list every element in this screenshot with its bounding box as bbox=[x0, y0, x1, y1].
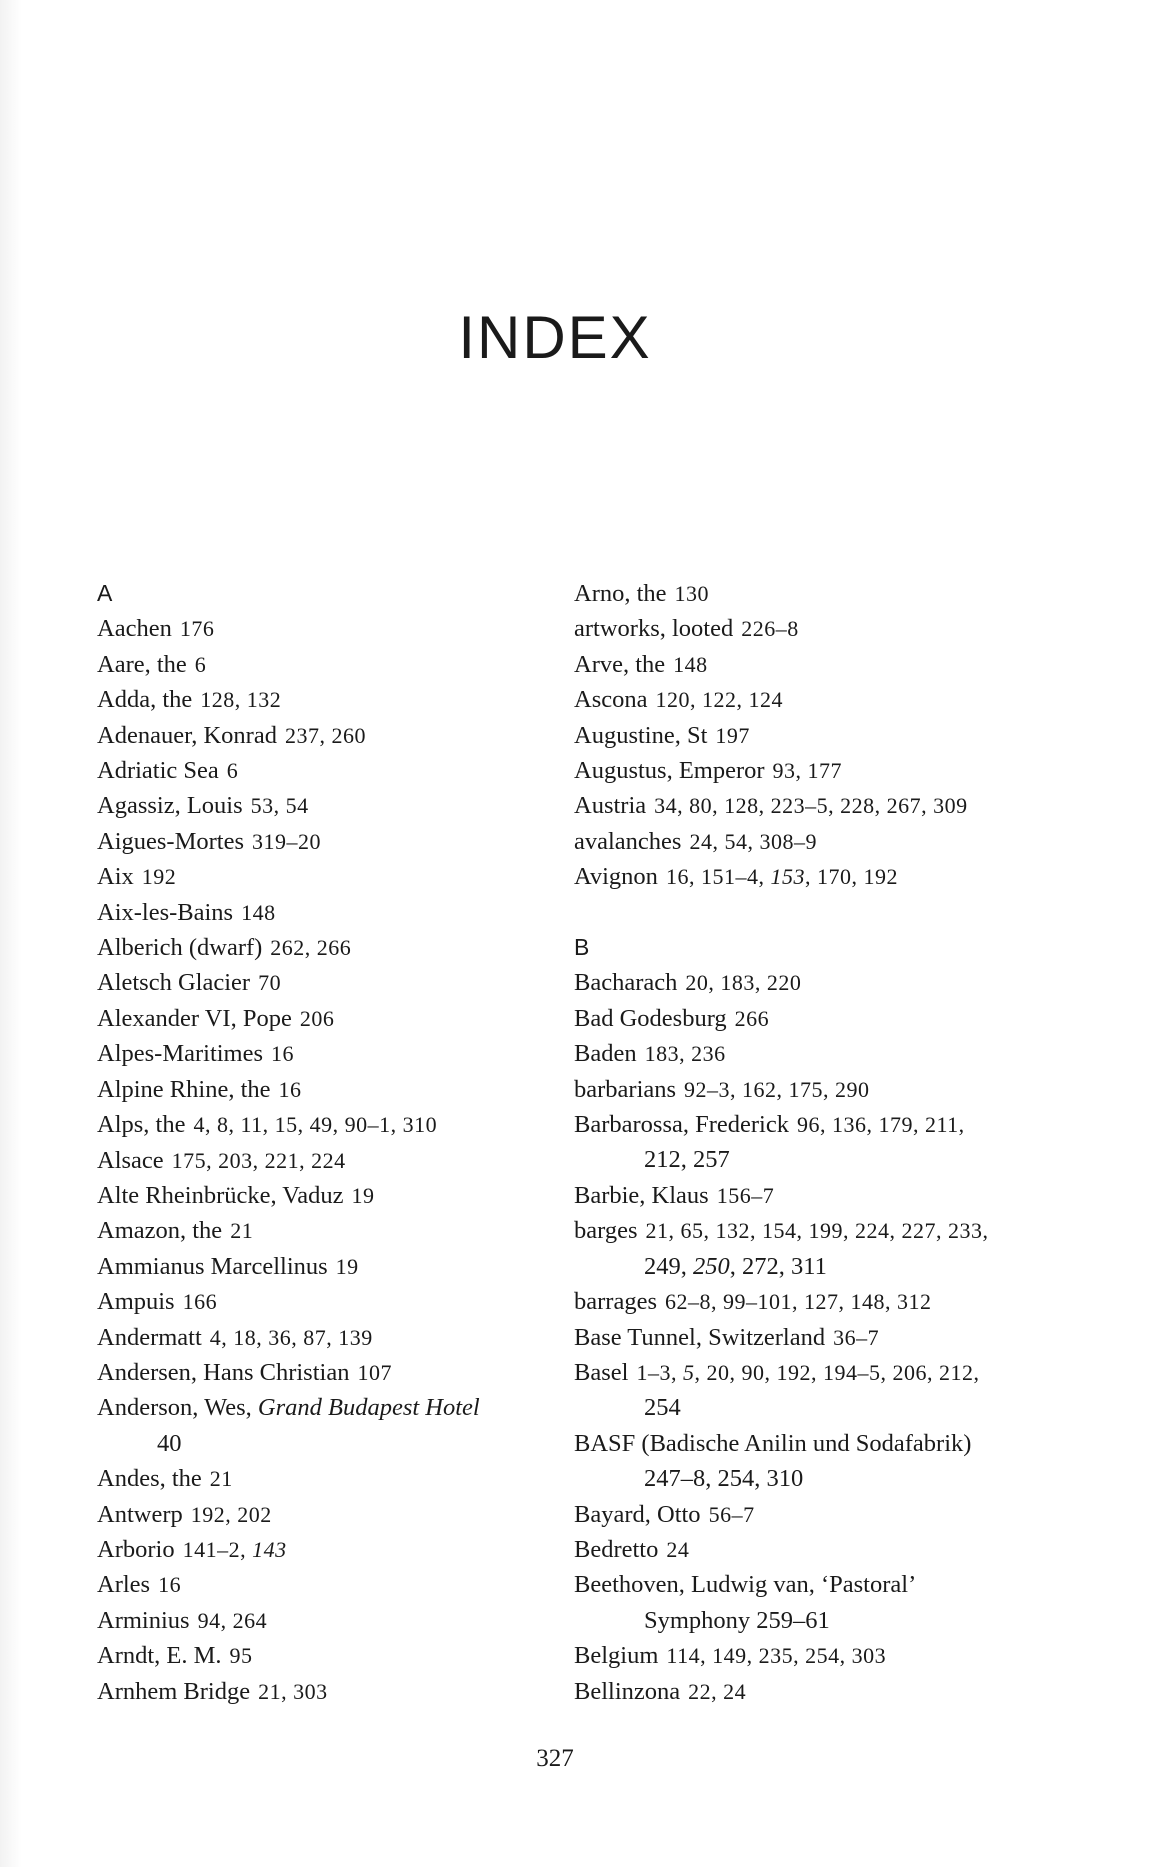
entry-term: Arndt, E. M. bbox=[97, 1642, 222, 1670]
entry-pages: 237, 260 bbox=[284, 722, 366, 748]
index-entry bbox=[574, 1567, 1014, 1638]
index-entry bbox=[574, 965, 1014, 1000]
index-entry bbox=[97, 788, 537, 823]
index-entry bbox=[97, 1213, 537, 1248]
entry-term: Barbie, Klaus bbox=[574, 1181, 709, 1209]
index-entry bbox=[574, 859, 1014, 894]
entry-pages: 130 bbox=[674, 581, 710, 606]
index-entry bbox=[97, 930, 537, 965]
entry-pages: 4, 18, 36, 87, 139 bbox=[209, 1324, 373, 1350]
index-entry bbox=[574, 1638, 1014, 1673]
entry-term: Bacharach bbox=[574, 969, 678, 997]
entry-term: BASF (Badische Anilin und Sodafabrik) bbox=[574, 1429, 972, 1457]
entry-pages-after: , 20, 90, 192, 194–5, 206, 212, bbox=[694, 1359, 980, 1385]
index-entry bbox=[97, 1072, 537, 1107]
index-entry bbox=[97, 1355, 537, 1390]
entry-term: Aix-les-Bains bbox=[97, 898, 234, 926]
entry-term: Austria bbox=[574, 792, 647, 820]
index-entry bbox=[574, 1036, 1014, 1071]
index-entry bbox=[97, 1497, 537, 1532]
section-spacer bbox=[574, 895, 1014, 930]
entry-continuation bbox=[574, 1603, 1014, 1638]
index-entry bbox=[574, 1320, 1014, 1355]
entry-pages: 94, 264 bbox=[197, 1607, 268, 1633]
entry-term: Bedretto bbox=[574, 1535, 659, 1563]
index-entry bbox=[574, 1497, 1014, 1532]
index-entry bbox=[97, 895, 537, 930]
index-entry bbox=[97, 1532, 537, 1567]
entry-term: artworks, looted bbox=[574, 615, 734, 643]
index-entry bbox=[97, 1107, 537, 1142]
entry-pages: 262, 266 bbox=[270, 935, 352, 961]
entry-term: Arborio bbox=[97, 1535, 175, 1563]
index-entry bbox=[97, 1143, 537, 1178]
entry-cont-text: , 272, 311 bbox=[729, 1252, 827, 1280]
index-entry bbox=[574, 753, 1014, 788]
entry-term: Anderson, Wes, bbox=[97, 1394, 252, 1422]
index-entry bbox=[97, 1638, 537, 1673]
index-entry bbox=[574, 1178, 1014, 1213]
entry-page-italic: 5 bbox=[682, 1359, 695, 1385]
entry-continuation bbox=[574, 1390, 1014, 1425]
index-column-left bbox=[97, 576, 537, 1709]
entry-title-italic: Grand Budapest Hotel bbox=[257, 1394, 480, 1422]
entry-term: Aletsch Glacier bbox=[97, 969, 251, 997]
index-entry bbox=[574, 1355, 1014, 1426]
entry-term: Alberich (dwarf) bbox=[97, 934, 263, 962]
entry-term: Aigues-Mortes bbox=[97, 827, 244, 855]
entry-term: Ammianus Marcellinus bbox=[97, 1252, 328, 1280]
entry-term: Baden bbox=[574, 1040, 637, 1068]
entry-pages: 1–3, 5, 20, 90, 192, 194–5, 206, 212, bbox=[636, 1359, 980, 1385]
entry-term: Aare, the bbox=[97, 650, 187, 678]
index-entry bbox=[574, 1674, 1014, 1709]
index-entry bbox=[97, 718, 537, 753]
entry-pages: 197 bbox=[715, 722, 750, 748]
index-entry bbox=[97, 647, 537, 682]
entry-term: avalanches bbox=[574, 827, 682, 855]
index-entry bbox=[574, 1426, 1014, 1497]
index-column-right bbox=[574, 576, 1014, 1709]
entry-term: Alpine Rhine, the bbox=[97, 1075, 271, 1103]
entry-term: Alexander VI, Pope bbox=[97, 1004, 292, 1032]
index-entry bbox=[97, 1320, 537, 1355]
entry-term: Augustus, Emperor bbox=[574, 757, 765, 785]
entry-pages: 16 bbox=[158, 1572, 182, 1598]
entry-term: Basel bbox=[574, 1358, 629, 1386]
index-entry bbox=[97, 824, 537, 859]
entry-pages: 183, 236 bbox=[644, 1041, 726, 1067]
entry-pages: 22, 24 bbox=[688, 1678, 747, 1704]
section-letter: A bbox=[97, 580, 113, 606]
index-entry bbox=[574, 788, 1014, 823]
entry-pages: 24 bbox=[666, 1536, 690, 1562]
page-number: 327 bbox=[536, 1745, 574, 1772]
entry-pages: 34, 80, 128, 223–5, 228, 267, 309 bbox=[654, 793, 968, 819]
entry-pages: 6 bbox=[226, 758, 239, 784]
entry-term: Arno, the bbox=[574, 580, 667, 607]
entry-cont-text: 212, 257 bbox=[644, 1146, 730, 1174]
entry-pages: 141–2, 143 bbox=[182, 1536, 287, 1562]
entry-term: Bayard, Otto bbox=[574, 1500, 701, 1528]
entry-pages: 4, 8, 11, 15, 49, 90–1, 310 bbox=[193, 1112, 438, 1138]
index-entry bbox=[574, 1107, 1014, 1178]
entry-term: Belgium bbox=[574, 1642, 659, 1670]
entry-term: Alte Rheinbrücke, Vaduz bbox=[97, 1181, 344, 1209]
index-entry bbox=[574, 1284, 1014, 1319]
entry-page-italic: 153 bbox=[770, 864, 805, 890]
index-entry bbox=[97, 1178, 537, 1213]
entry-pages: 192, 202 bbox=[190, 1501, 272, 1527]
entry-pages: 266 bbox=[734, 1005, 770, 1031]
entry-term: Arminius bbox=[97, 1606, 190, 1634]
entry-pages: 92–3, 162, 175, 290 bbox=[684, 1076, 870, 1102]
index-entry bbox=[97, 1674, 537, 1709]
section-letter: B bbox=[574, 934, 590, 961]
entry-pages: 93, 177 bbox=[772, 758, 843, 784]
entry-pages: 226–8 bbox=[741, 616, 799, 642]
entry-term: Barbarossa, Frederick bbox=[574, 1111, 789, 1139]
entry-pages: 176 bbox=[179, 616, 215, 642]
entry-term: Alpes-Maritimes bbox=[97, 1040, 264, 1068]
entry-pages: 192 bbox=[141, 864, 177, 890]
entry-pages: 206 bbox=[299, 1005, 335, 1031]
entry-term: Avignon bbox=[574, 863, 658, 891]
index-entry bbox=[574, 1532, 1014, 1567]
index-entry bbox=[97, 1603, 537, 1638]
entry-pages: 107 bbox=[357, 1359, 392, 1385]
entry-pages: 70 bbox=[258, 970, 282, 996]
entry-cont-italic: 250 bbox=[693, 1252, 730, 1280]
entry-term: Bellinzona bbox=[574, 1677, 681, 1705]
index-entry bbox=[97, 1249, 537, 1284]
index-entry bbox=[574, 718, 1014, 753]
index-entry bbox=[97, 682, 537, 717]
entry-term: Alsace bbox=[97, 1146, 164, 1174]
index-entry bbox=[97, 611, 537, 646]
entry-pages: 96, 136, 179, 211, bbox=[796, 1112, 965, 1138]
entry-term: Adenauer, Konrad bbox=[97, 721, 277, 749]
entry-pages: 21, 65, 132, 154, 199, 224, 227, 233, bbox=[645, 1218, 989, 1244]
entry-cont-text: 40 bbox=[157, 1429, 182, 1457]
entry-pages: 20, 183, 220 bbox=[685, 970, 802, 996]
entry-continuation bbox=[97, 1426, 537, 1461]
index-entry bbox=[97, 1390, 537, 1461]
entry-term: Antwerp bbox=[97, 1500, 183, 1528]
index-entry bbox=[574, 1072, 1014, 1107]
entry-pages: 175, 203, 221, 224 bbox=[171, 1147, 346, 1173]
entry-pages: 19 bbox=[351, 1182, 375, 1208]
entry-pages: 114, 149, 235, 254, 303 bbox=[666, 1643, 887, 1669]
page-title: INDEX bbox=[458, 304, 652, 371]
entry-pages: 6 bbox=[194, 651, 207, 677]
entry-pages-after: , 170, 192 bbox=[804, 864, 898, 890]
entry-term: Ascona bbox=[574, 686, 648, 714]
entry-term: Adda, the bbox=[97, 686, 193, 714]
entry-term: Augustine, St bbox=[574, 721, 708, 749]
entry-term: Arve, the bbox=[574, 650, 666, 678]
index-entry bbox=[574, 647, 1014, 682]
entry-pages: 21 bbox=[209, 1466, 233, 1492]
entry-continuation bbox=[574, 1461, 1014, 1496]
entry-pages: 21, 303 bbox=[258, 1678, 328, 1704]
entry-term: barges bbox=[574, 1217, 638, 1245]
index-entry bbox=[574, 1001, 1014, 1036]
entry-pages: 120, 122, 124 bbox=[655, 687, 783, 713]
entry-term: Alps, the bbox=[97, 1111, 186, 1139]
index-entry bbox=[574, 1213, 1014, 1284]
index-entry bbox=[97, 1461, 537, 1496]
entry-pages: 156–7 bbox=[716, 1182, 775, 1208]
entry-term: Bad Godesburg bbox=[574, 1004, 727, 1032]
index-entry bbox=[97, 753, 537, 788]
entry-term: Amazon, the bbox=[97, 1217, 223, 1245]
index-entry bbox=[97, 1567, 537, 1602]
entry-term: Agassiz, Louis bbox=[97, 792, 243, 820]
entry-term: Aix bbox=[97, 863, 134, 891]
entry-pages: 16, 151–4, 153, 170, 192 bbox=[665, 864, 898, 890]
entry-pages: 166 bbox=[182, 1289, 218, 1315]
index-entry bbox=[97, 965, 537, 1000]
entry-cont-text: Symphony 259–61 bbox=[644, 1606, 830, 1634]
entry-term: Andes, the bbox=[97, 1465, 202, 1493]
index-entry bbox=[574, 576, 1014, 611]
entry-pages: 16 bbox=[271, 1041, 295, 1067]
entry-cont-pre: 249, bbox=[644, 1252, 693, 1280]
entry-term: barbarians bbox=[574, 1075, 677, 1103]
index-entry bbox=[574, 611, 1014, 646]
entry-continuation bbox=[574, 1249, 1014, 1284]
entry-pages: 148 bbox=[673, 651, 708, 677]
entry-cont-text: 247–8, 254, 310 bbox=[644, 1465, 804, 1493]
index-entry bbox=[97, 859, 537, 894]
page-edge-shadow bbox=[0, 0, 22, 1867]
entry-pages: 24, 54, 308–9 bbox=[689, 828, 817, 854]
entry-term: barrages bbox=[574, 1288, 657, 1316]
index-entry bbox=[574, 682, 1014, 717]
entry-pages: 95 bbox=[229, 1643, 253, 1669]
entry-term: Aachen bbox=[97, 615, 172, 643]
entry-pages: 148 bbox=[241, 899, 276, 925]
entry-term: Andersen, Hans Christian bbox=[97, 1358, 350, 1386]
entry-term: Beethoven, Ludwig van, ‘Pastoral’ bbox=[574, 1571, 917, 1599]
index-entry bbox=[574, 824, 1014, 859]
entry-term: Base Tunnel, Switzerland bbox=[574, 1323, 826, 1351]
entry-pages: 128, 132 bbox=[200, 687, 282, 713]
entry-continuation bbox=[574, 1142, 1014, 1177]
entry-cont-text: 254 bbox=[644, 1394, 681, 1422]
entry-term: Arles bbox=[97, 1571, 151, 1599]
entry-pages: 56–7 bbox=[708, 1501, 755, 1527]
entry-pages: 21 bbox=[230, 1218, 254, 1244]
entry-term: Ampuis bbox=[97, 1288, 175, 1316]
index-entry bbox=[97, 1036, 537, 1071]
entry-page-italic: 143 bbox=[252, 1536, 287, 1562]
entry-term: Adriatic Sea bbox=[97, 757, 219, 785]
entry-term: Arnhem Bridge bbox=[97, 1677, 251, 1705]
entry-pages: 62–8, 99–101, 127, 148, 312 bbox=[664, 1289, 932, 1315]
entry-pages: 319–20 bbox=[251, 828, 321, 854]
entry-pages: 53, 54 bbox=[250, 793, 309, 819]
entry-pages: 19 bbox=[335, 1253, 359, 1279]
index-entry bbox=[97, 1284, 537, 1319]
index-entry bbox=[97, 1001, 537, 1036]
entry-pages: 16 bbox=[278, 1076, 302, 1102]
entry-term: Andermatt bbox=[97, 1323, 202, 1351]
entry-pages: 36–7 bbox=[833, 1324, 880, 1350]
